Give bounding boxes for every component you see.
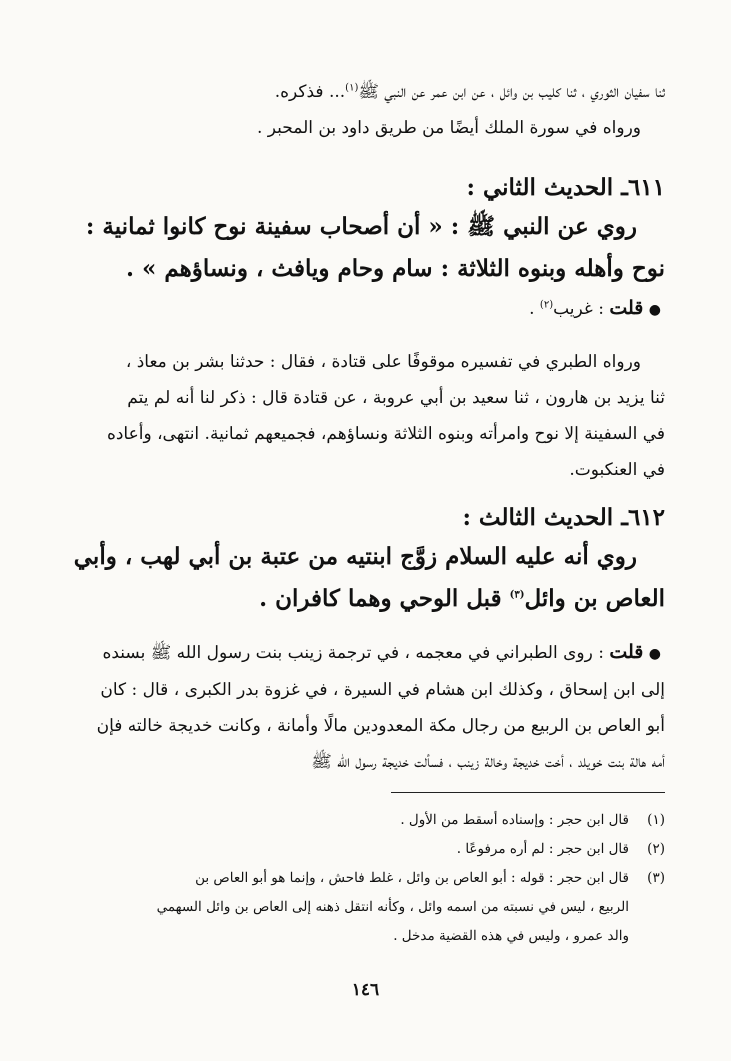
intro-paragraph	[65, 74, 665, 146]
footnote-text: قال ابن حجر : وإسناده أسقط من الأول .	[400, 812, 629, 828]
hadith-612-commentary	[65, 634, 665, 780]
commentary-line: في العنكبوت.	[569, 460, 665, 480]
commentary-line: أمه هالة بنت خويلد ، أخت خديجة وخالة زينب ، فسألت خديجة رسول الله ﷺ	[311, 752, 665, 772]
intro-line-1: ثنا سفيان الثوري ، ثنا كليب بن وائل ، عن ابن عمر عن النبي ﷺ$^{(١)}$... فذكره.	[274, 82, 665, 102]
hadith-612-text-line-1: روي أنه عليه السلام زوَّج ابنتيه من عتبة بن أبي لهب ، وأبي	[73, 543, 637, 570]
qult-label: قلت	[609, 297, 644, 319]
footnote-number: (٣)	[647, 870, 665, 886]
footnote-text: قال ابن حجر : لم أره مرفوعًا .	[456, 841, 629, 857]
hadith-612	[65, 500, 665, 620]
footnote-ref-2: (٢)	[539, 299, 554, 311]
footnote-ref-1: (١)	[345, 82, 359, 94]
footnote-text: الربيع ، ليس في نسبته من اسمه وائل ، وكأنه انتقل ذهنه إلى العاص بن وائل السهمي	[156, 899, 629, 915]
hadith-611-qult: ● قلت : غريب$^{(٢)}$ .	[529, 297, 661, 319]
commentary-line: ثنا يزيد بن هارون ، ثنا سعيد بن أبي عروبة ، عن قتادة قال : ذكر لنا أنه لم يتم	[127, 388, 665, 408]
bullet-icon: ●	[648, 646, 661, 662]
footnote-3	[65, 864, 665, 951]
commentary-line: ورواه الطبري في تفسيره موقوفًا على قتادة ، فقال : حدثنا بشر بن معاذ ،	[125, 352, 641, 372]
footnote-text: والد عمرو ، وليس في هذه القضية مدخل .	[393, 928, 629, 944]
page-number: ١٤٦	[351, 980, 380, 1000]
hadith-611-heading: ٦١١ـ الحديث الثاني :	[466, 174, 665, 201]
commentary-line: في السفينة إلا نوح وامرأته وبنوه الثلاثة ونساؤهم، فجميعهم ثمانية. انتهى، وأعاده	[106, 424, 665, 444]
footnote-1	[65, 806, 665, 835]
hadith-612-text-line-2: العاص بن وائل$^{(٣)}$ قبل الوحي وهما كافران .	[259, 585, 665, 612]
footnote-ref-3: (٣)	[509, 589, 525, 601]
intro-line-2: ورواه في سورة الملك أيضًا من طريق داود بن المحبر .	[256, 118, 641, 138]
hadith-612-qult: ● قلت : روى الطبراني في معجمه ، في ترجمة زينب بنت رسول الله ﷺ بسنده	[102, 641, 661, 663]
hadith-612-heading: ٦١٢ـ الحديث الثالث :	[462, 504, 665, 531]
hadith-611	[65, 170, 665, 328]
footnote-divider	[391, 792, 665, 793]
commentary-line: إلى ابن إسحاق ، وكذلك ابن هشام في السيرة ، في غزوة بدر الكبرى ، قال : كان	[100, 680, 665, 700]
qult-label: قلت	[609, 641, 644, 663]
hadith-611-commentary	[65, 344, 665, 488]
hadith-611-text-line-1: روي عن النبي ﷺ : « أن أصحاب سفينة نوح كانوا ثمانية :	[85, 213, 637, 240]
footnote-2	[65, 835, 665, 864]
bullet-icon: ●	[648, 302, 661, 318]
hadith-611-text-line-2: نوح وأهله وبنوه الثلاثة : سام وحام ويافث ، ونساؤهم » .	[125, 255, 665, 282]
footnote-number: (٢)	[647, 841, 665, 857]
footnote-text: قال ابن حجر : قوله : أبو العاص بن وائل ، غلط فاحش ، وإنما هو أبو العاص بن	[195, 870, 629, 886]
footnote-number: (١)	[647, 812, 665, 828]
footnotes	[65, 806, 665, 951]
commentary-line: أبو العاص بن الربيع من رجال مكة المعدودين مالًا وأمانة ، وكانت خديجة خالته فإن	[96, 716, 665, 736]
